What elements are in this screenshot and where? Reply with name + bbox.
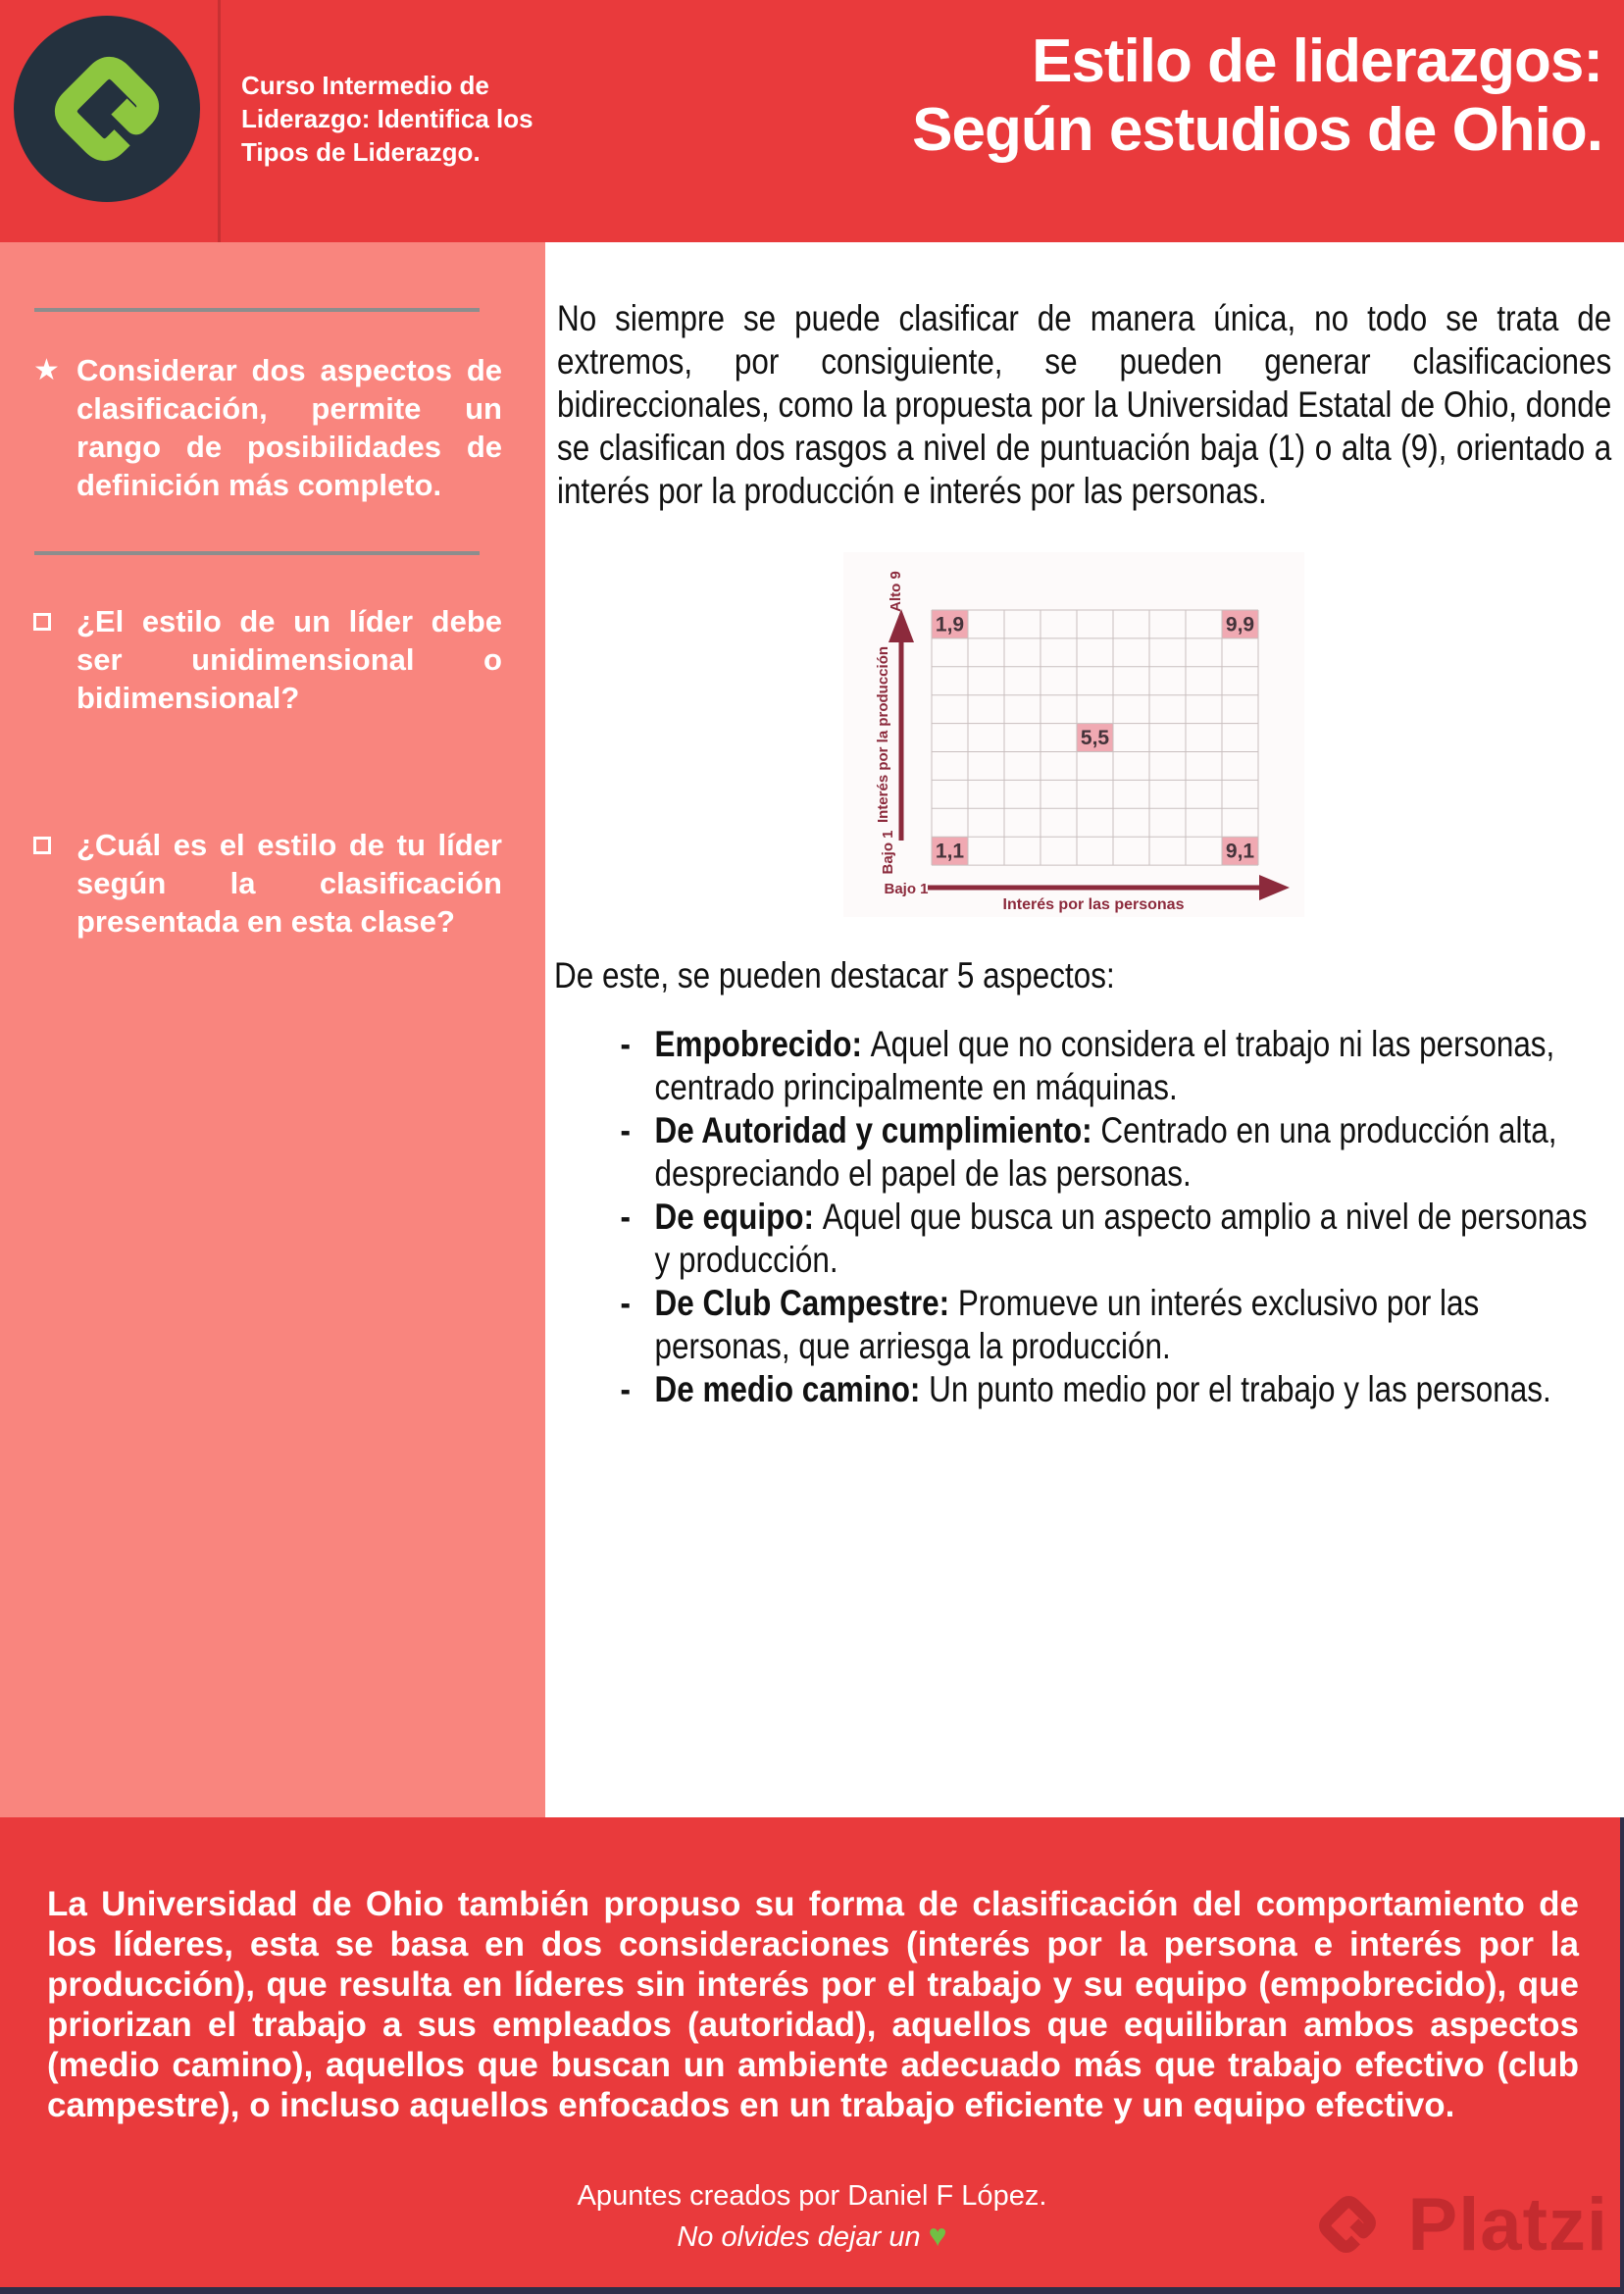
- main-content: [545, 242, 1624, 1817]
- square-bullet-icon: [33, 837, 51, 854]
- aspect-description: Un punto medio por el trabajo y las personas.: [929, 1369, 1551, 1409]
- dash-bullet-icon: -: [620, 1110, 631, 1150]
- platzi-watermark: [1300, 2177, 1609, 2271]
- grid-cell-label: 5,5: [1080, 727, 1110, 750]
- credits-reminder-text: No olvides dejar un: [677, 2221, 921, 2253]
- course-title: Curso Intermedio de Liderazgo: Identifica los Tipos de Liderazgo.: [241, 71, 533, 167]
- bottom-strip: [0, 2287, 1624, 2294]
- platzi-logo-icon: [21, 23, 193, 195]
- dash-bullet-icon: -: [620, 1024, 631, 1064]
- aspect-text: [655, 1023, 1609, 1109]
- sidebar-item-text: ¿Cuál es el estilo de tu líder según la clasificación presentada en esta clase?: [76, 828, 502, 939]
- aspect-term: De medio camino:: [654, 1369, 930, 1409]
- managerial-grid-figure: [843, 552, 1304, 917]
- aspects-list: [596, 1023, 1609, 1411]
- sidebar-item: [33, 602, 502, 717]
- x-axis-low-label: Bajo 1: [884, 881, 929, 897]
- banner-paragraph: La Universidad de Ohio también propuso su forma de clasificación del comportamiento de los líderes, esta se basa en dos consideraciones (interés por la persona e interés por la producción), que resulta en líderes sin interés por el trabajo y su equipo (empobrecido), que priorizan el trabajo a sus empleados (autoridad), aquellos que equilibran ambos aspectos (medio camino), aquellos que buscan un ambiente adecuado más que trabajo efectivo (club campestre), o incluso aquellos enfocados en un trabajo eficiente y un equipo efectivo.: [47, 1885, 1579, 2124]
- banner-right-edge: [1620, 1817, 1624, 2294]
- square-bullet-marker: [33, 826, 76, 941]
- aspect-item: [596, 1282, 1609, 1368]
- sidebar-item-text: Considerar dos aspectos de clasificación, permite un rango de posibilidades de definición más completo.: [76, 353, 502, 502]
- sidebar: [0, 242, 545, 1817]
- aspect-description: Centrado en una producción alta, despreciando el papel de las personas.: [654, 1110, 1557, 1194]
- aspect-term: De Club Campestre:: [654, 1283, 958, 1323]
- dash-bullet-icon: -: [620, 1369, 631, 1409]
- x-axis-title: Interés por las personas: [1002, 896, 1185, 913]
- page-title: [543, 27, 1602, 165]
- aspect-description: Aquel que no considera el trabajo ni las personas, centrado principalmente en máquinas.: [654, 1024, 1555, 1107]
- grid-cell-label: 1,1: [935, 840, 965, 863]
- grid-cell-label: 9,9: [1225, 613, 1255, 637]
- header-divider: [218, 0, 221, 242]
- page-title-line1: Estilo de liderazgos:: [1032, 27, 1602, 95]
- aspect-item: [596, 1023, 1609, 1109]
- aspect-description: Promueve un interés exclusivo por las personas, que arriesga la producción.: [654, 1283, 1480, 1366]
- square-bullet-marker: [33, 602, 76, 717]
- sidebar-divider-middle: [34, 551, 480, 555]
- credits-author: Apuntes creados por Daniel F López.: [577, 2180, 1047, 2212]
- dash-bullet-icon: -: [620, 1197, 631, 1237]
- aspect-description: Aquel que busca un aspecto amplio a nivel de personas y producción.: [654, 1197, 1588, 1280]
- sidebar-item-text: ¿El estilo de un líder debe ser unidimensional o bidimensional?: [76, 604, 502, 715]
- aspect-item: [596, 1196, 1609, 1282]
- aspect-text: [655, 1196, 1609, 1282]
- aspect-term: Empobrecido:: [654, 1024, 871, 1064]
- aspect-term: De Autoridad y cumplimiento:: [654, 1110, 1101, 1150]
- sidebar-item: [33, 351, 502, 504]
- y-axis-high-label: Alto 9: [888, 571, 904, 612]
- aspect-text: [655, 1368, 1609, 1411]
- green-heart-icon: ♥: [928, 2218, 947, 2253]
- grid-cell-label: 1,9: [935, 613, 965, 637]
- aspect-text: [655, 1109, 1609, 1196]
- aspect-text: [655, 1282, 1609, 1368]
- intro-paragraph: No siempre se puede clasificar de manera única, no todo se trata de extremos, por consiguiente, se pueden generar clasificaciones bidireccionales, como la propuesta por la Universidad Estatal de Ohio, donde se clasifican dos rasgos a nivel de puntuación baja (1) o alta (9), orientado a interés por la producción e interés por las personas.: [557, 298, 1612, 511]
- aspect-item: [596, 1109, 1609, 1196]
- aspect-term: De equipo:: [654, 1197, 823, 1237]
- aspect-item: [596, 1368, 1609, 1411]
- dash-bullet-icon: -: [620, 1283, 631, 1323]
- platzi-watermark-logo-icon: [1300, 2177, 1395, 2271]
- y-axis-title: Interés por la producción: [875, 645, 891, 824]
- platzi-watermark-text: Platzi: [1407, 2182, 1608, 2267]
- aspects-heading: De este, se pueden destacar 5 aspectos:: [554, 955, 1115, 995]
- page-title-line2: Según estudios de Ohio.: [912, 96, 1602, 164]
- sidebar-divider-top: [34, 308, 480, 312]
- grid-cell-label: 9,1: [1225, 840, 1255, 863]
- bottom-banner: [0, 1817, 1624, 2287]
- star-bullet-icon: ★: [33, 354, 60, 386]
- y-axis-low-label: Bajo 1: [880, 830, 896, 875]
- platzi-logo-badge: [14, 16, 200, 202]
- header: [0, 0, 1624, 242]
- sidebar-item: [33, 826, 502, 941]
- square-bullet-icon: [33, 613, 51, 631]
